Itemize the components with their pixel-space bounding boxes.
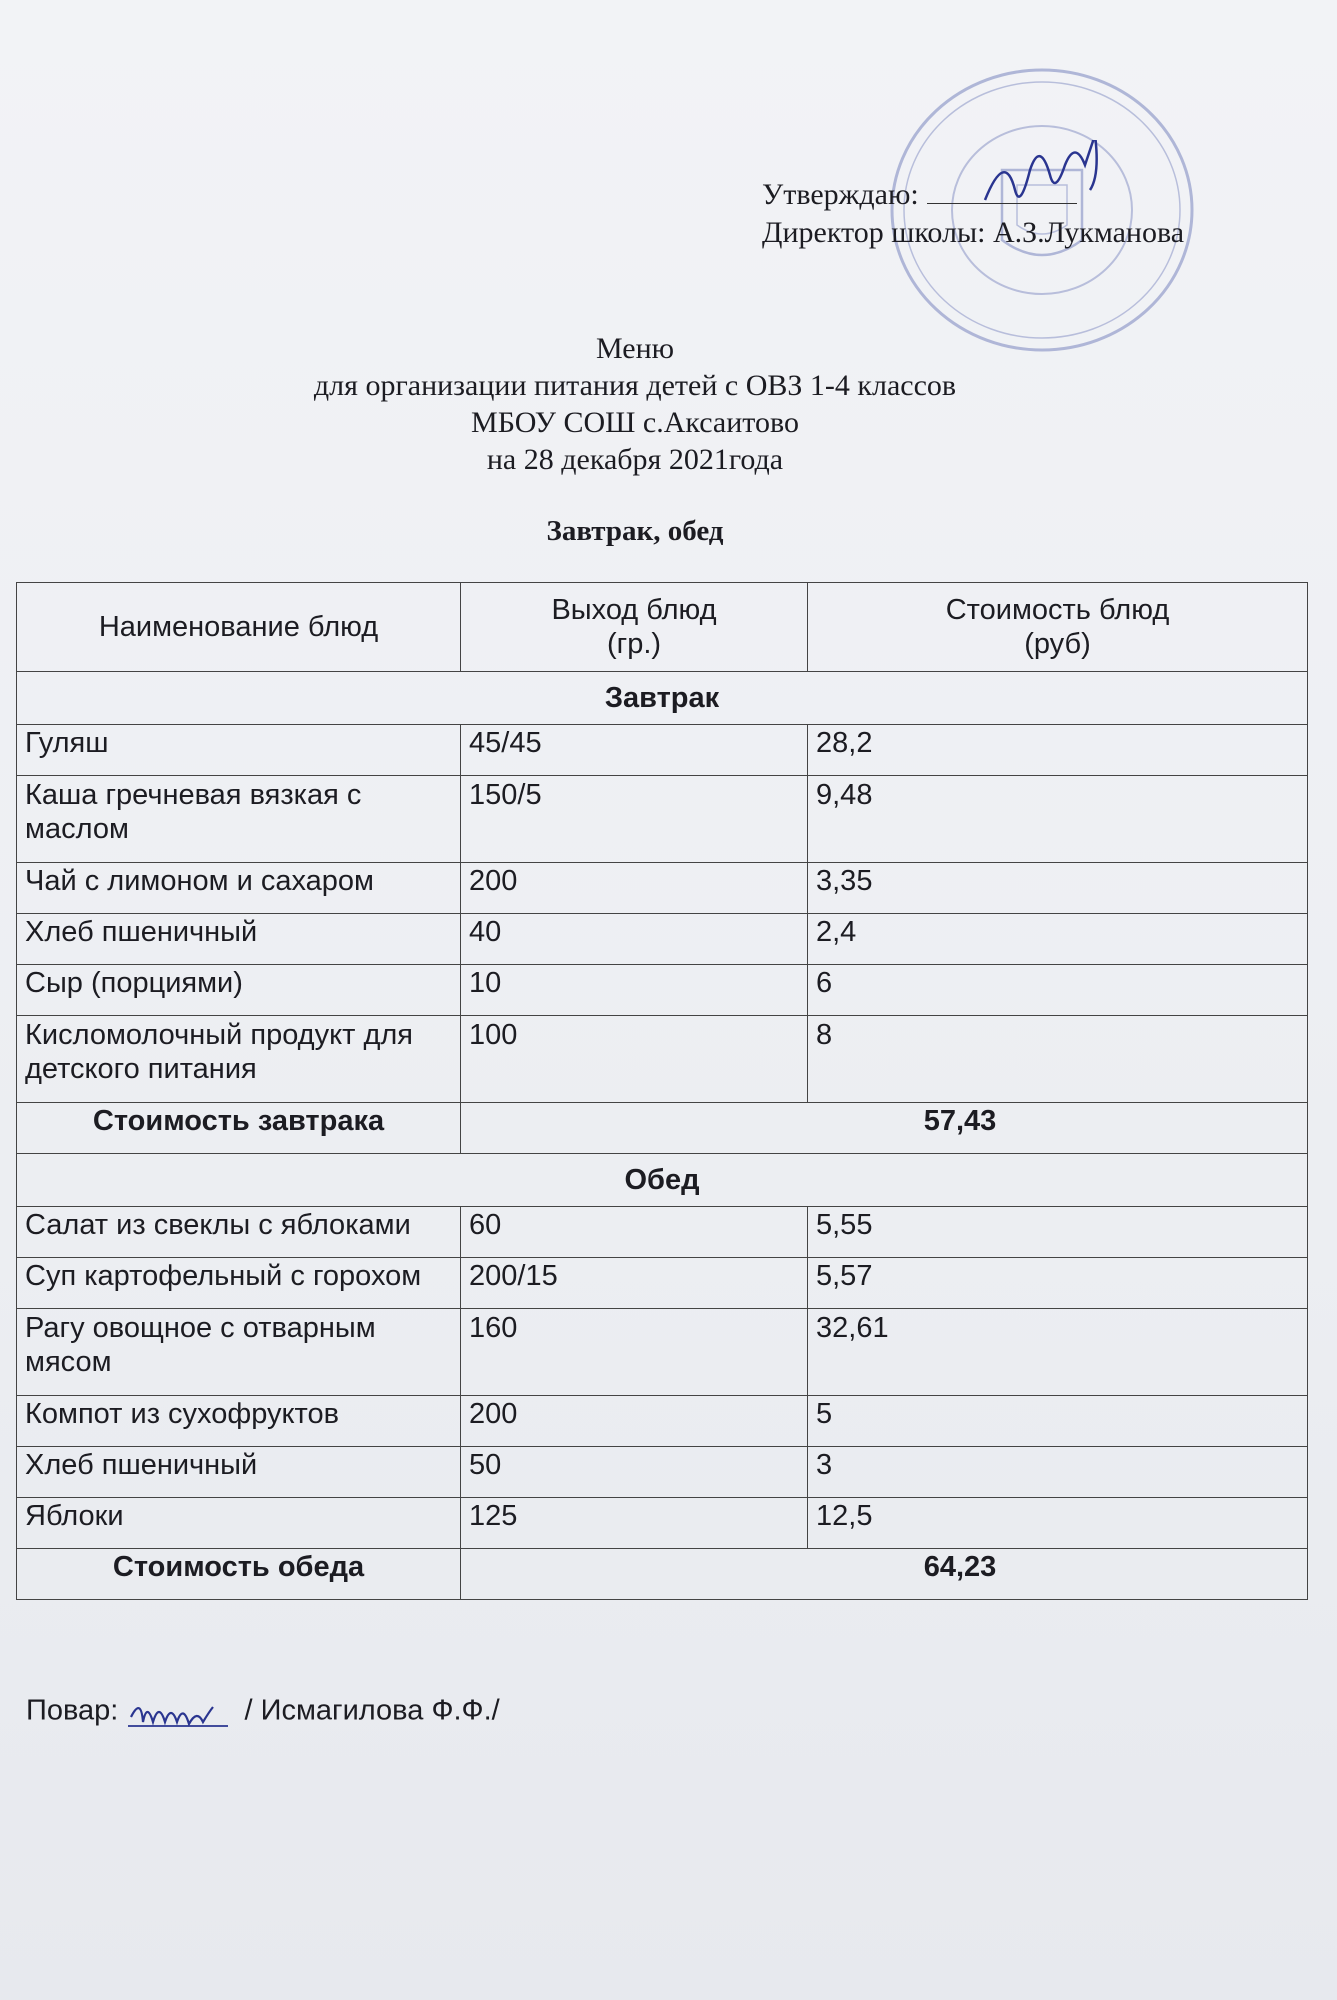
dish-name: Компот из сухофруктов [17, 1396, 461, 1447]
lunch-total-value: 64,23 [461, 1549, 1308, 1600]
cook-label: Повар: [26, 1694, 119, 1727]
dish-name: Хлеб пшеничный [17, 914, 461, 965]
table-row [17, 965, 1308, 1016]
cook-signature-line [26, 1692, 500, 1732]
dish-price: 3,35 [808, 863, 1308, 914]
dish-name: Хлеб пшеничный [17, 1447, 461, 1498]
section-lunch: Обед [17, 1154, 1308, 1207]
header-dish-name: Наименование блюд [17, 583, 461, 672]
dish-price: 6 [808, 965, 1308, 1016]
dish-weight: 150/5 [461, 776, 808, 863]
dish-name: Каша гречневая вязкая с маслом [17, 776, 461, 863]
dish-weight: 50 [461, 1447, 808, 1498]
lunch-total-label: Стоимость обеда [17, 1549, 461, 1600]
dish-price: 5,57 [808, 1258, 1308, 1309]
breakfast-total-label: Стоимость завтрака [17, 1103, 461, 1154]
title-line-4: на 28 декабря 2021года [486, 443, 784, 476]
lunch-total-row [17, 1549, 1308, 1600]
dish-weight: 40 [461, 914, 808, 965]
section-breakfast: Завтрак [17, 672, 1308, 725]
table-row [17, 1258, 1308, 1309]
table-row [17, 863, 1308, 914]
dish-weight: 45/45 [461, 725, 808, 776]
dish-name: Гуляш [17, 725, 461, 776]
cook-name: / Исмагилова Ф.Ф./ [244, 1694, 500, 1727]
dish-weight: 200 [461, 1396, 808, 1447]
table-row [17, 1396, 1308, 1447]
breakfast-total-row [17, 1103, 1308, 1154]
dish-weight: 160 [461, 1309, 808, 1396]
dish-weight: 125 [461, 1498, 808, 1549]
table-row [17, 725, 1308, 776]
dish-name: Сыр (порциями) [17, 965, 461, 1016]
dish-price: 5 [808, 1396, 1308, 1447]
dish-price: 3 [808, 1447, 1308, 1498]
menu-table [16, 582, 1308, 1600]
table-row [17, 1498, 1308, 1549]
dish-weight: 200/15 [461, 1258, 808, 1309]
approve-label: Утверждаю: [762, 178, 919, 211]
dish-name: Чай с лимоном и сахаром [17, 863, 461, 914]
table-header-row [17, 583, 1308, 672]
dish-price: 2,4 [808, 914, 1308, 965]
title-line-2: для организации питания детей с ОВЗ 1-4 классов [313, 369, 957, 402]
title-line-3: МБОУ СОШ с.Аксаитово [471, 406, 799, 439]
dish-name: Яблоки [17, 1498, 461, 1549]
dish-price: 32,61 [808, 1309, 1308, 1396]
table-row [17, 1447, 1308, 1498]
dish-weight: 100 [461, 1016, 808, 1103]
dish-name: Салат из свеклы с яблоками [17, 1207, 461, 1258]
dish-price: 5,55 [808, 1207, 1308, 1258]
breakfast-total-value: 57,43 [461, 1103, 1308, 1154]
dish-price: 8 [808, 1016, 1308, 1103]
dish-name: Рагу овощное с отварным мясом [17, 1309, 461, 1396]
cook-signature-icon [126, 1692, 236, 1732]
table-row [17, 1309, 1308, 1396]
dish-weight: 200 [461, 863, 808, 914]
table-row [17, 1016, 1308, 1103]
title-line-1: Меню [595, 332, 675, 365]
table-row [17, 776, 1308, 863]
table-row [17, 914, 1308, 965]
dish-price: 28,2 [808, 725, 1308, 776]
dish-weight: 60 [461, 1207, 808, 1258]
header-price: Стоимость блюд (руб) [808, 583, 1308, 672]
dish-price: 9,48 [808, 776, 1308, 863]
dish-name: Кисломолочный продукт для детского питания [17, 1016, 461, 1103]
header-weight: Выход блюд (гр.) [461, 583, 808, 672]
dish-weight: 10 [461, 965, 808, 1016]
dish-price: 12,5 [808, 1498, 1308, 1549]
director-signature-icon [975, 140, 1125, 220]
table-row [17, 1207, 1308, 1258]
meals-subheading: Завтрак, обед [546, 515, 724, 547]
menu-title [0, 330, 1270, 478]
director-line: Директор школы: А.З.Лукманова [762, 216, 1185, 249]
dish-name: Суп картофельный с горохом [17, 1258, 461, 1309]
